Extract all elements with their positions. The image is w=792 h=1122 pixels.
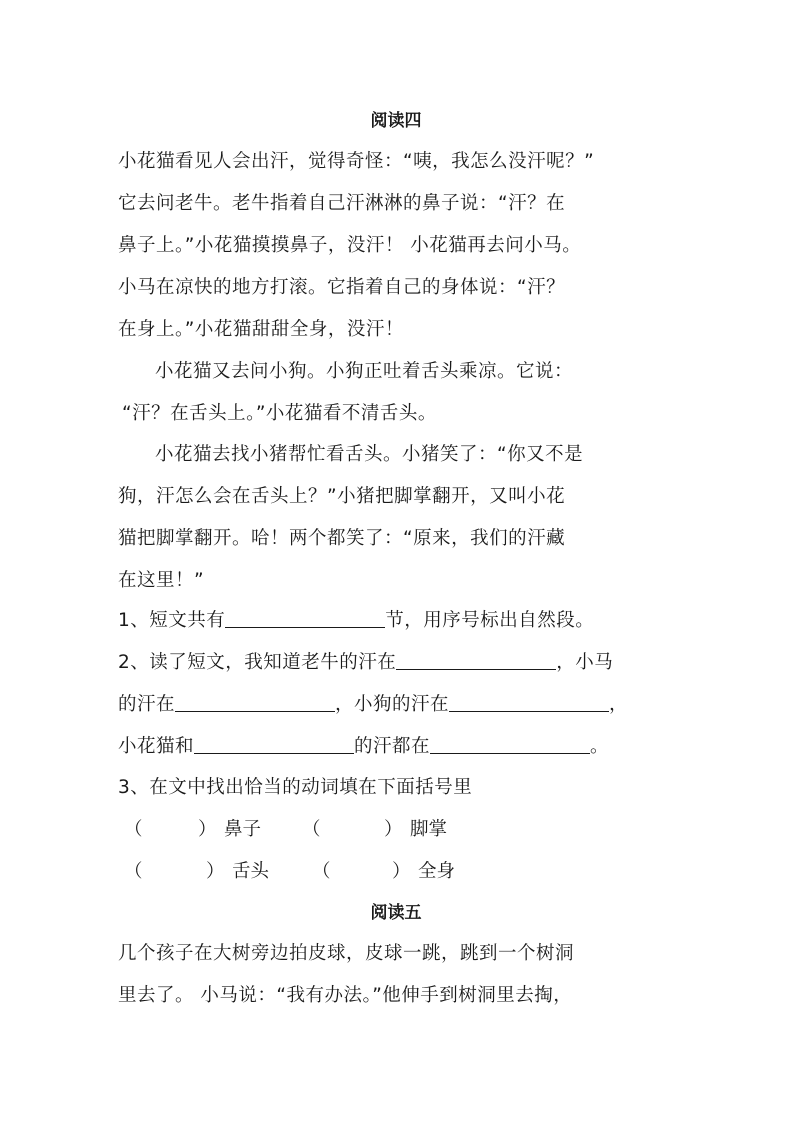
passage-line: 小马在凉快的地方打滚。它指着自己的身体说：“汗？ [118, 277, 566, 298]
reading-4-title: 阅读四 [370, 111, 422, 131]
passage-line: 鼻子上。”小花猫摸摸鼻子，没汗！ 小花猫再去问小马。 [118, 235, 582, 256]
passage-line: 在身上。”小花猫甜甜全身，没汗！ [118, 319, 404, 340]
question-2-text: 的汗在 [118, 694, 176, 715]
passage-line: “汗？在舌头上。”小花猫看不清舌头。 [122, 403, 437, 424]
passage-line: 小花猫去找小猪帮忙看舌头。小猪笑了：“你又不是 [155, 444, 584, 465]
question-2-text: 的汗都在 [354, 736, 431, 757]
passage-line: 在这里！” [118, 570, 205, 591]
close-bracket: ） [206, 861, 225, 882]
question-2-text: ，小狗的汗在 [335, 694, 450, 715]
bracket-item: 脚掌 [410, 819, 448, 840]
passage-line: 猫把脚掌翻开。哈！两个都笑了：“原来，我们的汗藏 [118, 528, 566, 549]
passage-line: 它去问老牛。老牛指着自己汗淋淋的鼻子说：“汗？在 [118, 193, 566, 214]
question-2-text: 小花猫和 [118, 736, 195, 757]
open-bracket: （ [124, 861, 143, 882]
open-bracket: （ [312, 861, 331, 882]
passage-line: 小花猫又去问小狗。小狗正吐着舌头乘凉。它说： [155, 361, 574, 382]
question-2-text: 。 [590, 736, 610, 757]
question-2-cont [118, 732, 609, 758]
question-2-cont [118, 690, 628, 716]
passage-line: 几个孩子在大树旁边拍皮球，皮球一跳，跳到一个树洞 [118, 943, 575, 964]
question-1-text: 1、短文共有 [118, 610, 226, 631]
bracket-item: 舌头 [232, 861, 270, 882]
answer-blank[interactable] [449, 693, 609, 712]
close-bracket: ） [392, 861, 411, 882]
reading-5-title: 阅读五 [370, 903, 422, 923]
passage-line: 里去了。 小马说：“我有办法。”他伸手到树洞里去掏， [118, 985, 573, 1006]
open-bracket: （ [302, 819, 321, 840]
question-2-text: ， [609, 694, 629, 715]
question-3: 3、在文中找出恰当的动词填在下面括号里 [118, 777, 473, 798]
passage-line: 狗，汗怎么会在舌头上？”小猪把脚掌翻开，又叫小花 [118, 486, 566, 507]
answer-blank[interactable] [396, 651, 556, 670]
question-2-text: ，小马 [556, 652, 614, 673]
answer-blank[interactable] [430, 735, 590, 754]
question-1 [118, 606, 594, 632]
answer-blank[interactable] [175, 693, 335, 712]
close-bracket: ） [384, 819, 403, 840]
question-2-text: 2、读了短文，我知道老牛的汗在 [118, 652, 397, 673]
bracket-item: 鼻子 [224, 819, 262, 840]
open-bracket: （ [124, 819, 143, 840]
answer-blank[interactable] [225, 609, 385, 628]
bracket-item: 全身 [418, 861, 456, 882]
question-1-text: 节，用序号标出自然段。 [385, 610, 595, 631]
question-2 [118, 648, 613, 674]
passage-line: 小花猫看见人会出汗，觉得奇怪：“咦，我怎么没汗呢？” [118, 151, 595, 172]
close-bracket: ） [198, 819, 217, 840]
answer-blank[interactable] [194, 735, 354, 754]
